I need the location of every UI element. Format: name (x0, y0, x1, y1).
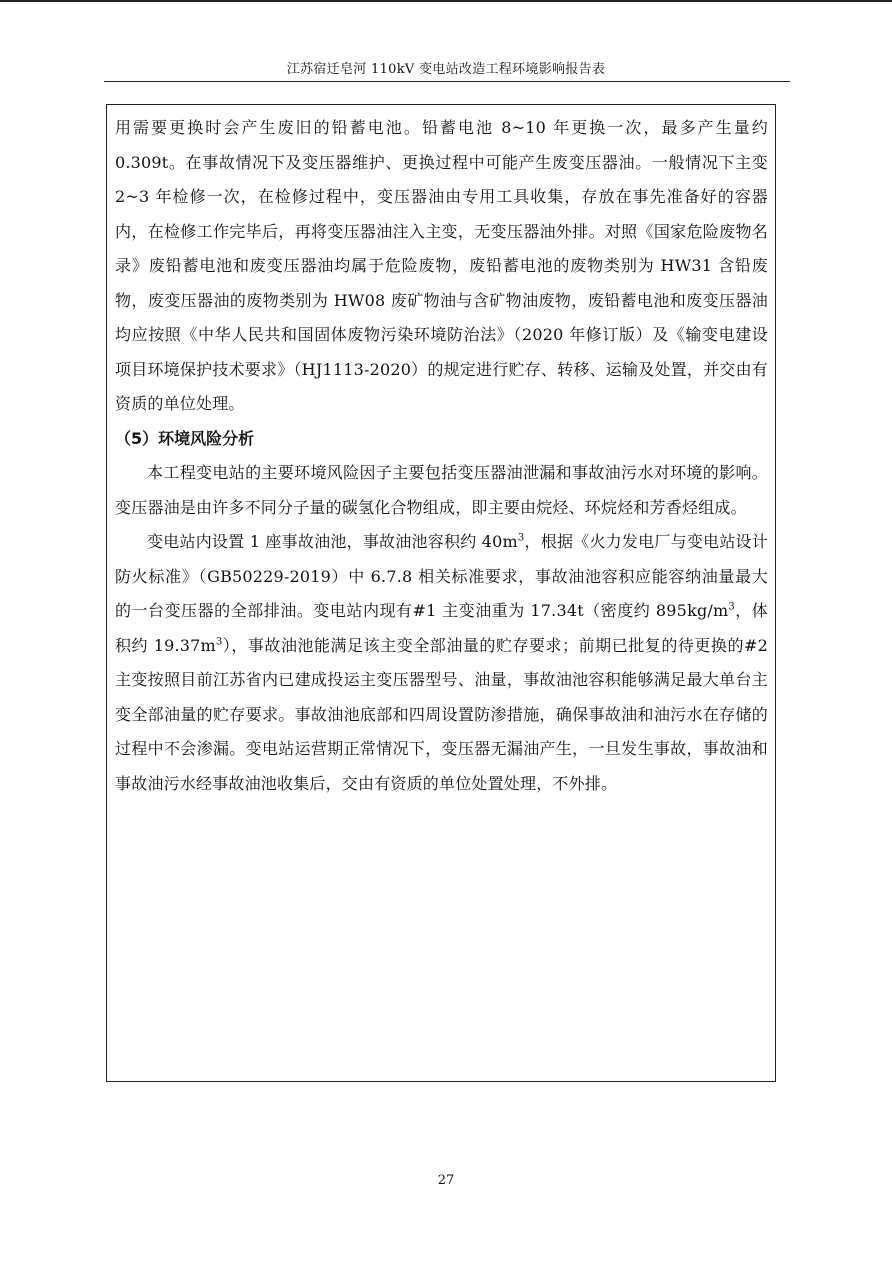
superscript: 3 (517, 532, 525, 544)
report-content-box (106, 104, 776, 1082)
section-heading-environmental-risk: （5）环境风险分析 (115, 428, 255, 448)
text-segment: 变电站内设置 1 座事故油池，事故油池容积约 40m (147, 532, 518, 551)
header-rule (104, 81, 790, 82)
text-segment: ，根据《火力发电厂与变电站设计防火标准》（GB50229-2019）中 6.7.8 相关标准要求，事故油池容积应能容纳油量最大的一台变压器的全部排油。变电站内现有#1 主变油重为 17.34t（密度约 895kg/m (115, 532, 768, 620)
page-number: 27 (437, 1173, 455, 1188)
paragraph-risk-factors: 本工程变电站的主要环境风险因子主要包括变压器油泄漏和事故油污水对环境的影响。变压器油是由许多不同分子量的碳氢化合物组成，即主要由烷烃、环烷烃和芳香烃组成。 (115, 463, 768, 517)
text-segment: ），事故油池能满足该主变全部油量的贮存要求；前期已批复的待更换的#2 主变按照目前江苏省内已建成投运主变压器型号、油量，事故油池容积能够满足最大单台主变全部油量的贮存要求。事故油池底部和四周设置防渗措施，确保事故油和油污水在存储的过程中不会渗漏。变电站运营期正常情况下，变压器无漏油产生，一旦发生事故，事故油和事故油污水经事故油池收集后，交由有资质的单位处置处理，不外排。 (115, 635, 768, 793)
paragraph-hazardous-waste: 用需要更换时会产生废旧的铅蓄电池。铅蓄电池 8~10 年更换一次，最多产生量约 0.309t。在事故情况下及变压器维护、更换过程中可能产生废变压器油。一般情况下主变 2~3 年检修一次，在检修过程中，变压器油由专用工具收集，存放在事先准备好的容器内，在检修工作完毕后，再将变压器油注入主变，无变压器油外排。对照《国家危险废物名录》废铅蓄电池和废变压器油均属于危险废物，废铅蓄电池的废物类别为 HW31 含铅废物，废变压器油的废物类别为 HW08 废矿物油与含矿物油废物，废铅蓄电池和废变压器油均应按照《中华人民共和国固体废物污染环境防治法》（2020 年修订版）及《输变电建设项目环境保护技术要求》（HJ1113-2020）的规定进行贮存、转移、运输及处置，并交由有资质的单位处理。 (115, 118, 768, 413)
running-header: 江苏宿迁皂河 110kV 变电站改造工程环境影响报告表 (286, 62, 606, 77)
superscript: 3 (728, 601, 735, 613)
superscript: 3 (215, 636, 223, 648)
text-segment: ，体积约 19.37m (115, 601, 768, 655)
paragraph-accident-oil-pool (115, 525, 768, 801)
page-top-border (0, 0, 892, 2)
